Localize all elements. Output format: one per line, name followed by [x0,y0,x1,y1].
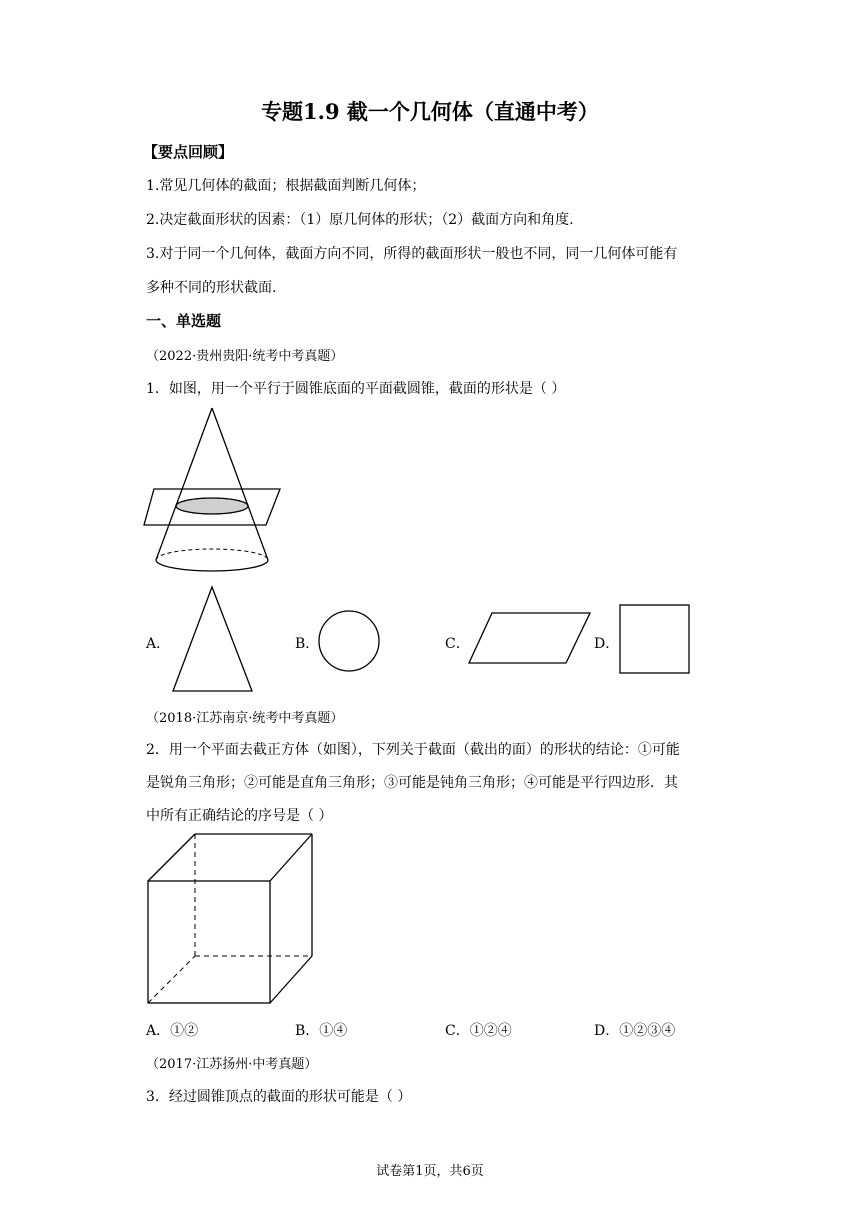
q1-option-b[interactable]: B． [295,636,320,652]
q2-cube-figure [140,828,320,1008]
q1-cone-figure [140,400,290,580]
q3-source: （2017·江苏扬州·中考真题） [146,1057,318,1072]
review-heading: 【要点回顾】 [143,143,234,161]
page-footer: 试卷第1页，共6页 [376,1164,484,1179]
review-point-2: 2.决定截面形状的因素：（1）原几何体的形状；（2）截面方向和角度. [146,212,574,228]
q2-stem-line-2: 是锐角三角形；②可能是直角三角形；③可能是钝角三角形；④可能是平行四边形．其 [146,775,678,791]
option-b-circle [316,608,382,674]
q2-stem-line-1: 2．用一个平面去截正方体（如图），下列关于截面（截出的面）的形状的结论：①可能 [146,742,680,758]
cone-base-back [156,549,268,560]
q2-source: （2018·江苏南京·统考中考真题） [146,711,344,726]
q2-option-a[interactable]: A．①② [146,1023,199,1039]
section-heading: 一、单选题 [146,312,222,330]
cone-side-right [212,408,268,560]
q2-option-d[interactable]: D．①②③④ [594,1023,676,1039]
review-point-3: 3.对于同一个几何体，截面方向不同，所得的截面形状一般也不同，同一几何体可能有 [146,246,678,262]
q1-option-d[interactable]: D． [594,636,620,652]
review-point-4: 多种不同的形状截面. [146,280,277,296]
option-d-square [618,603,692,675]
q1-option-c[interactable]: C． [445,636,470,652]
q2-stem-line-3: 中所有正确结论的序号是（ ） [146,808,333,824]
q2-option-c[interactable]: C．①②④ [445,1023,512,1039]
q1-stem: 1．如图，用一个平行于圆锥底面的平面截圆锥，截面的形状是（ ） [146,381,566,397]
review-point-1: 1.常见几何体的截面；根据截面判断几何体； [146,178,426,194]
q1-option-a[interactable]: A． [146,636,171,652]
page-title: 专题1.9 截一个几何体（直通中考） [261,99,599,124]
q1-source: （2022·贵州贵阳·统考中考真题） [146,349,344,364]
cube-hidden-edge [148,956,195,1003]
cube-front-face [148,881,270,1003]
option-a-triangle [170,584,255,694]
q2-option-b[interactable]: B．①④ [295,1023,348,1039]
q3-stem: 3．经过圆锥顶点的截面的形状可能是（ ） [146,1089,412,1105]
cone-base-front [156,560,268,571]
cone-side-left [156,408,212,560]
option-c-parallelogram [466,610,594,666]
